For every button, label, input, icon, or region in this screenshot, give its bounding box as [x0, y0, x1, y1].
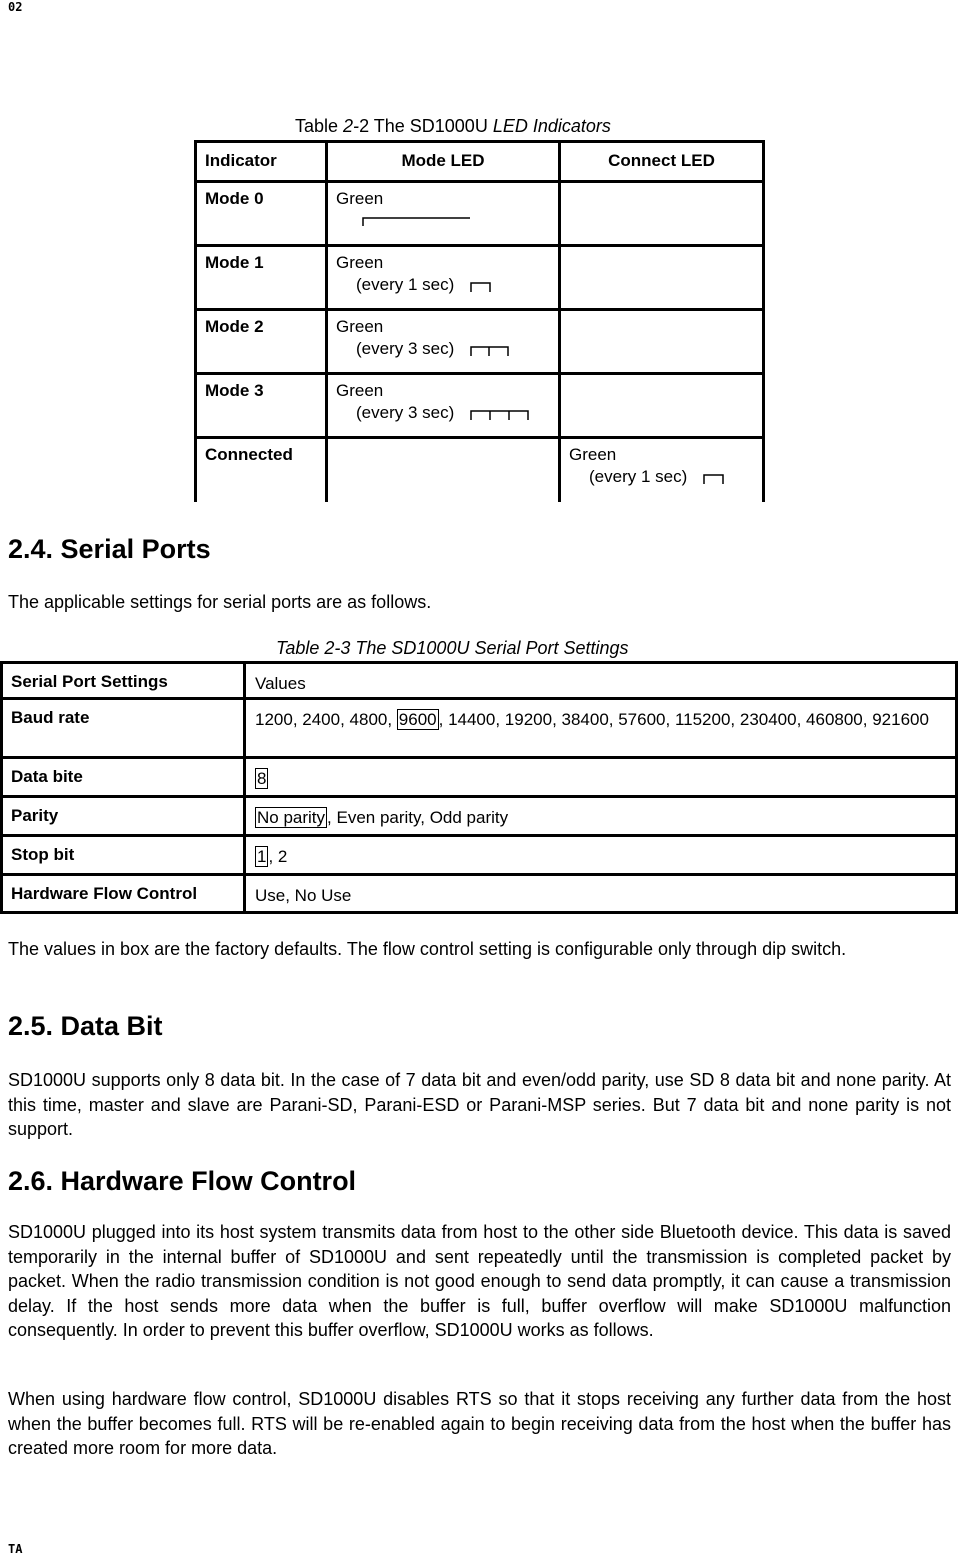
mode-led-cell: Green (every 1 sec) [325, 247, 558, 308]
section-heading-data-bit: 2.5. Data Bit [8, 1011, 163, 1041]
single-blink-waveform-icon [703, 472, 725, 484]
column-header-setting: Serial Port Settings [0, 664, 246, 697]
setting-values: 1200, 2400, 4800, 9600 , 14400, 19200, 38400, 57600, 115200, 230400, 460800, 921600 [246, 700, 958, 756]
column-header-indicator: Indicator [194, 143, 325, 180]
single-blink-waveform-icon [470, 280, 492, 292]
data-bit-paragraph: SD1000U supports only 8 data bit. In the case of 7 data bit and even/odd parity, use SD 8 data bit and none parity. At this time, master and slave are Parani-SD, Parani-ESD or Parani-MSP series. But 7 data bit and none parity is not support. [8, 1070, 951, 1139]
table-header-row [0, 661, 958, 697]
column-header-connect-led: Connect LED [558, 143, 765, 180]
table-row [0, 697, 958, 756]
setting-name: Hardware Flow Control [0, 876, 246, 911]
table-row [194, 436, 765, 502]
flow-control-paragraph-1: SD1000U plugged into its host system transmits data from host to the other side Bluetooth device. This data is saved temporarily in the internal buffer of SD1000U and sent repeatedly until the transmission is completed packet by packet. When the radio transmission condition is not good enough to send data promptly, it can cause a transmission delay. If the host sends more data when the buffer is full, buffer overflow will make SD1000U malfunction consequently. In order to prevent this buffer overflow, SD1000U works as follows. [8, 1222, 951, 1340]
table-row [0, 834, 958, 873]
setting-values: No parity , Even parity, Odd parity [246, 798, 958, 834]
double-blink-waveform-icon [470, 344, 510, 356]
column-header-mode-led: Mode LED [325, 143, 558, 180]
indicator-cell: Connected [194, 439, 325, 502]
indicator-cell: Mode 3 [194, 375, 325, 436]
page-footer-code: TA [8, 1542, 23, 1556]
section-heading-serial-ports: 2.4. Serial Ports [8, 534, 211, 564]
default-value-box: No parity [257, 808, 326, 827]
table-row [194, 372, 765, 436]
table-header-row [194, 140, 765, 180]
mode-led-cell: Green (every 3 sec) [325, 311, 558, 372]
led-indicator-table [194, 140, 765, 502]
steady-on-waveform-icon [362, 216, 472, 226]
connect-led-cell [558, 311, 765, 372]
table-row [194, 180, 765, 244]
serial-table-caption: Table 2-3 The SD1000U Serial Port Settings [276, 638, 629, 658]
serial-settings-table [0, 661, 958, 914]
section-heading-hardware-flow-control: 2.6. Hardware Flow Control [8, 1166, 357, 1196]
indicator-cell: Mode 1 [194, 247, 325, 308]
setting-name: Baud rate [0, 700, 246, 756]
mode-led-cell [325, 439, 558, 502]
default-value-box: 1 [257, 847, 267, 866]
led-table-caption: Table 2-2 The SD1000U LED Indicators [295, 116, 611, 136]
setting-values: 1 , 2 [246, 837, 958, 873]
indicator-cell: Mode 2 [194, 311, 325, 372]
factory-defaults-note: The values in box are the factory defaults. The flow control setting is configurable only through dip switch. [8, 939, 847, 959]
connect-led-cell [558, 375, 765, 436]
connect-led-cell [558, 183, 765, 244]
connect-led-cell: Green (every 1 sec) [558, 439, 765, 502]
default-value-box: 9600 [398, 710, 437, 729]
setting-name: Stop bit [0, 837, 246, 873]
column-header-values: Values [246, 664, 958, 697]
setting-name: Data bite [0, 759, 246, 795]
setting-values: Use, No Use [246, 876, 958, 911]
serial-intro-text: The applicable settings for serial ports are as follows. [8, 592, 432, 612]
table-row [0, 873, 958, 911]
page-header-code: 02 [8, 0, 23, 14]
flow-control-paragraph-2: When using hardware flow control, SD1000U disables RTS so that it stops receiving any further data from the host when the buffer becomes full. RTS will be re-enabled again to begin receiving data from the host when the buffer has created more room for more data. [8, 1389, 951, 1458]
connect-led-cell [558, 247, 765, 308]
table-row [0, 795, 958, 834]
table-row [194, 308, 765, 372]
setting-values [246, 759, 958, 795]
mode-led-cell: Green (every 3 sec) [325, 375, 558, 436]
indicator-cell: Mode 0 [194, 183, 325, 244]
setting-name: Parity [0, 798, 246, 834]
triple-blink-waveform-icon [470, 408, 530, 420]
table-row [0, 756, 958, 795]
table-row [194, 244, 765, 308]
default-value-box: 8 [257, 769, 267, 788]
mode-led-cell: Green [325, 183, 558, 244]
